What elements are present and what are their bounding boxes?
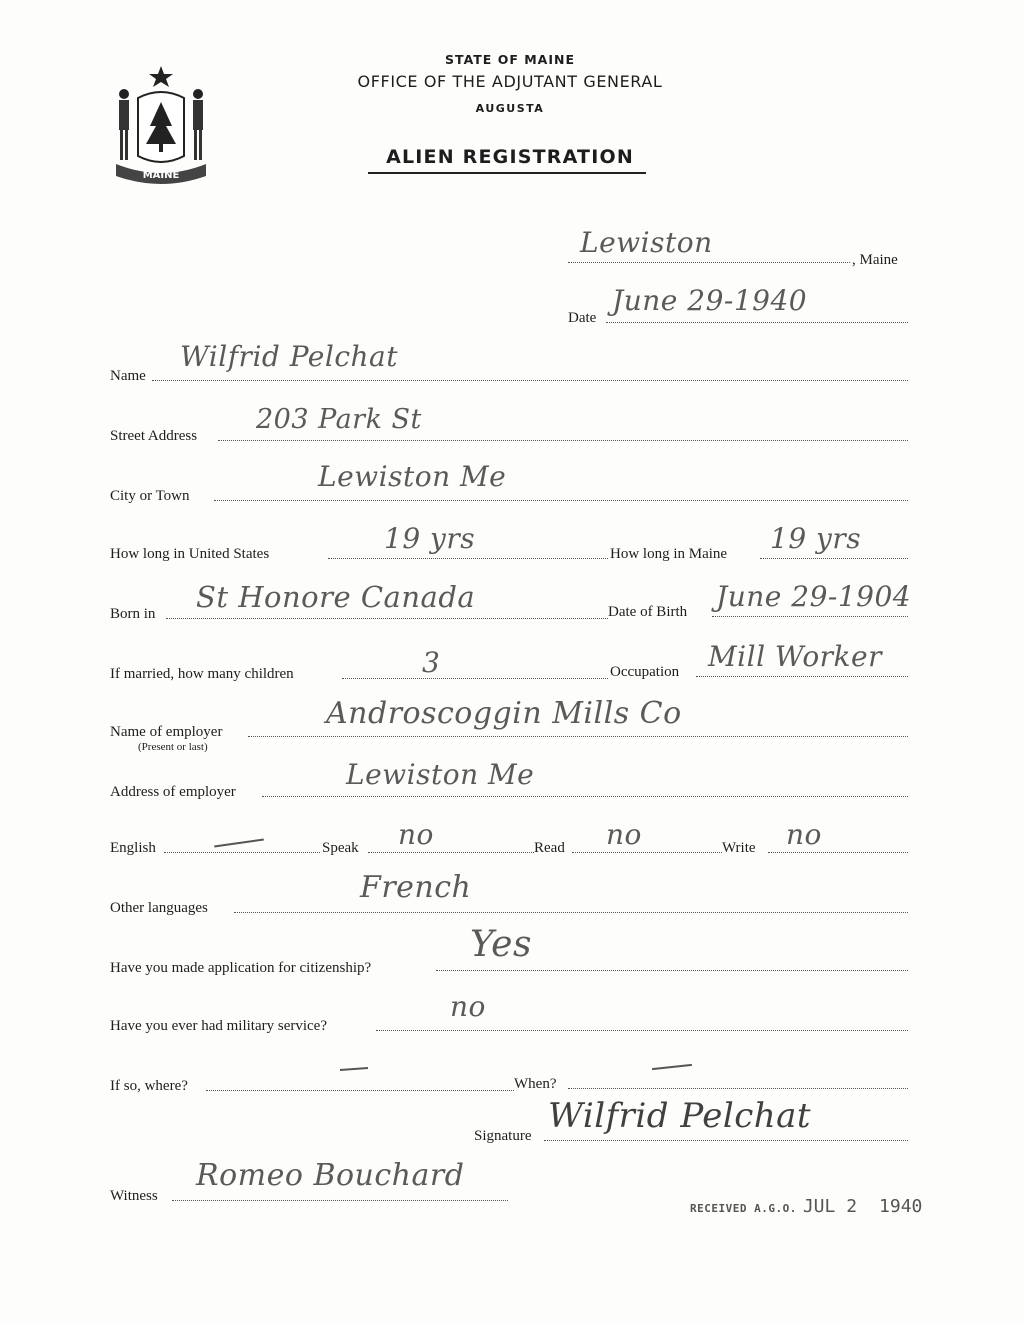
english-label: English <box>110 840 156 856</box>
citizenship-label: Have you made application for citizenship? <box>110 960 372 976</box>
employer-address-value: Lewiston Me <box>346 758 535 791</box>
english-line <box>164 852 320 853</box>
employer-note: (Present or last) <box>138 741 208 753</box>
title-underline <box>368 172 646 174</box>
citizenship-line <box>436 970 908 971</box>
seal-text: MAINE <box>142 170 180 181</box>
military-label: Have you ever had military service? <box>110 1018 327 1034</box>
header-city: AUGUSTA <box>475 102 545 115</box>
header-office: OFFICE OF THE ADJUTANT GENERAL <box>357 72 663 91</box>
witness-line <box>172 1200 508 1201</box>
how-long-maine-label: How long in Maine <box>610 546 728 562</box>
other-languages-label: Other languages <box>110 900 208 916</box>
street-label: Street Address <box>110 428 198 444</box>
street-value: 203 Park St <box>256 404 422 435</box>
when-label: When? <box>514 1076 557 1092</box>
received-stamp <box>690 1196 922 1217</box>
occupation-line <box>696 676 908 677</box>
date-of-birth-label: Date of Birth <box>608 604 688 620</box>
maine-suffix: , Maine <box>852 252 898 268</box>
children-label: If married, how many children <box>110 666 294 682</box>
city-label: City or Town <box>110 488 190 504</box>
when-line <box>568 1088 908 1089</box>
employer-label: Name of employer <box>110 724 223 740</box>
other-languages-line <box>234 912 908 913</box>
signature-value: Wilfrid Pelchat <box>548 1096 812 1136</box>
children-line <box>342 678 608 679</box>
born-in-value: St Honore Canada <box>196 580 476 614</box>
read-line <box>572 852 722 853</box>
speak-label: Speak <box>322 840 359 856</box>
stamp-received: RECEIVED A.G.O. <box>690 1202 797 1215</box>
employer-address-label: Address of employer <box>110 784 236 800</box>
date-line <box>606 322 908 323</box>
how-long-us-label: How long in United States <box>110 546 270 562</box>
town-value: Lewiston <box>580 226 713 259</box>
signature-line <box>544 1140 908 1141</box>
occupation-value: Mill Worker <box>708 640 882 673</box>
citizenship-value: Yes <box>470 924 532 965</box>
name-line <box>152 380 908 381</box>
stamp-date: JUL 2 <box>802 1196 858 1217</box>
stamp-year: 1940 <box>879 1196 923 1217</box>
how-long-us-value: 19 yrs <box>384 522 476 555</box>
date-of-birth-line <box>712 616 908 617</box>
form-title: ALIEN REGISTRATION <box>386 146 634 168</box>
employer-value: Androscoggin Mills Co <box>326 696 682 731</box>
military-line <box>376 1030 908 1031</box>
date-value: June 29-1940 <box>612 284 808 317</box>
state-seal-icon <box>108 64 214 190</box>
witness-value: Romeo Bouchard <box>196 1158 465 1193</box>
employer-address-line <box>262 796 908 797</box>
where-dash <box>340 1067 368 1071</box>
born-in-line <box>166 618 608 619</box>
if-so-where-label: If so, where? <box>110 1078 188 1094</box>
english-dash <box>214 839 264 848</box>
city-value: Lewiston Me <box>318 460 507 493</box>
street-line <box>218 440 908 441</box>
other-languages-value: French <box>360 870 472 905</box>
born-in-label: Born in <box>110 606 156 622</box>
occupation-label: Occupation <box>610 664 680 680</box>
town-line <box>568 262 850 263</box>
employer-line <box>248 736 908 737</box>
date-of-birth-value: June 29-1904 <box>716 580 912 613</box>
witness-label: Witness <box>110 1188 158 1204</box>
write-value: no <box>786 818 822 851</box>
read-value: no <box>606 818 642 851</box>
military-value: no <box>450 990 486 1023</box>
write-label: Write <box>722 840 756 856</box>
date-label: Date <box>568 310 597 326</box>
read-label: Read <box>534 840 565 856</box>
name-value: Wilfrid Pelchat <box>180 340 398 373</box>
header-state: STATE OF MAINE <box>445 52 575 67</box>
city-line <box>214 500 908 501</box>
children-value: 3 <box>422 646 441 679</box>
signature-label: Signature <box>474 1128 532 1144</box>
name-label: Name <box>110 368 146 384</box>
when-dash <box>652 1064 692 1070</box>
write-line <box>768 852 908 853</box>
how-long-maine-value: 19 yrs <box>770 522 862 555</box>
how-long-us-line <box>328 558 608 559</box>
speak-line <box>368 852 534 853</box>
speak-value: no <box>398 818 434 851</box>
how-long-maine-line <box>760 558 908 559</box>
if-so-where-line <box>206 1090 514 1091</box>
